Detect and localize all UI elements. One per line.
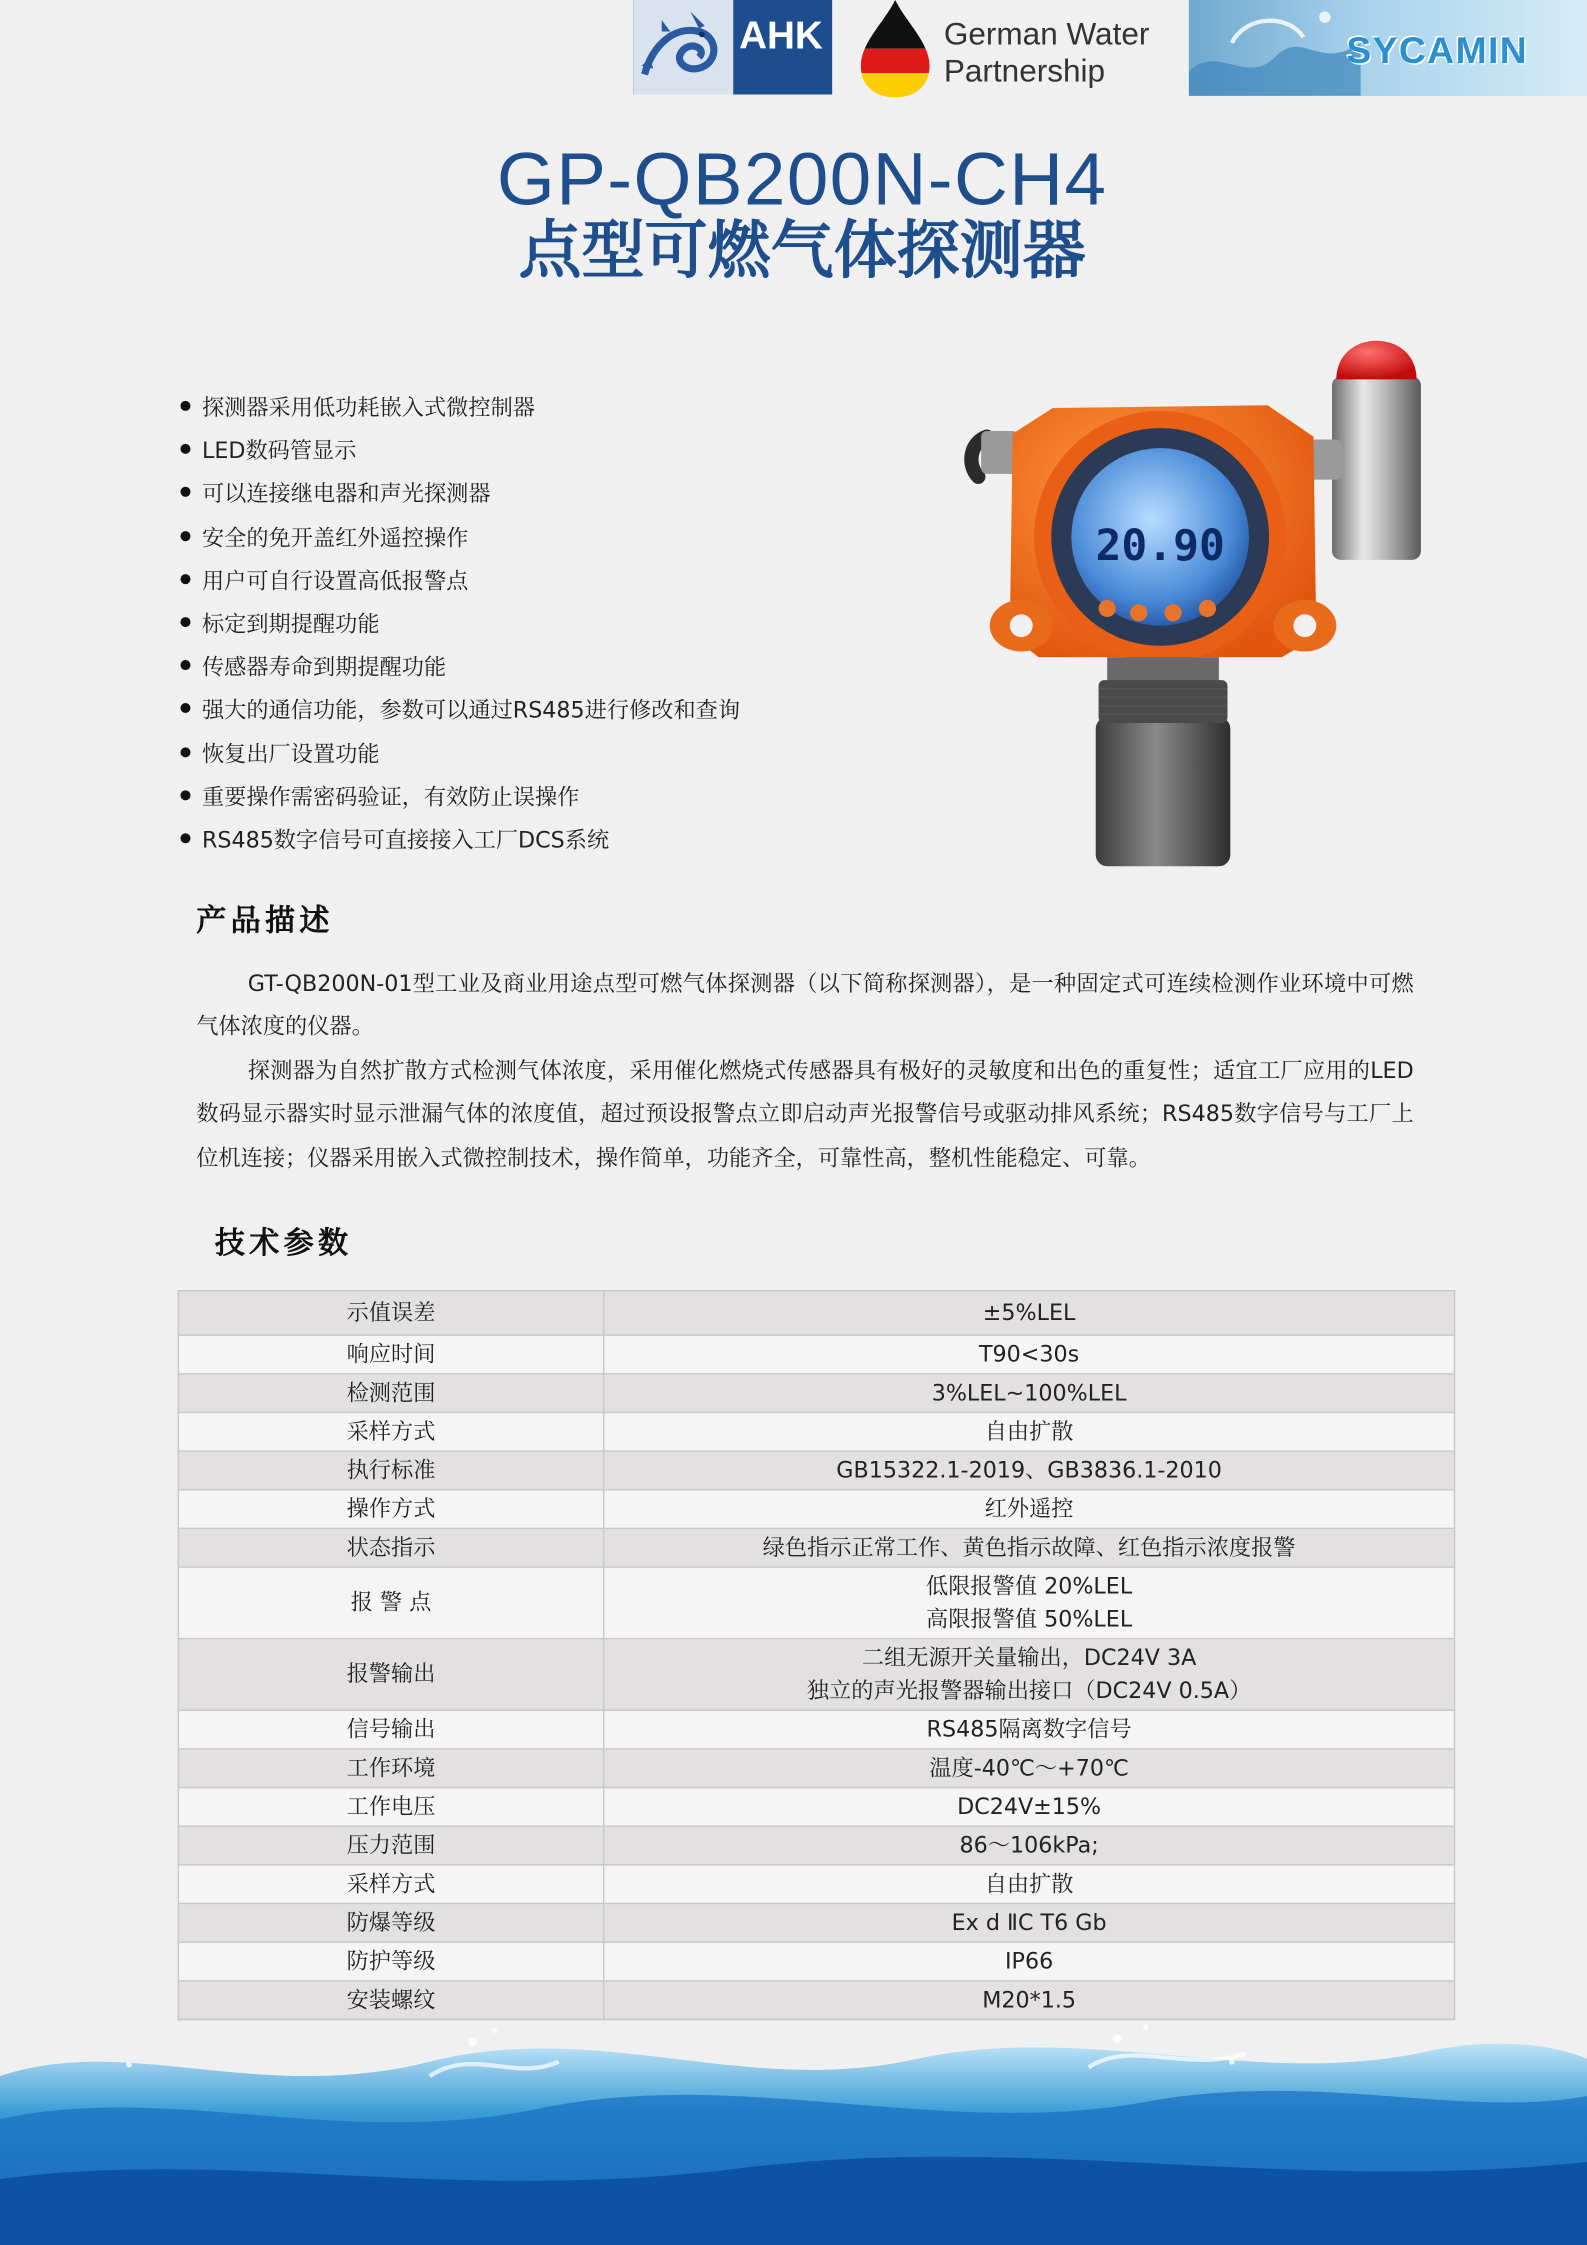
bullet-icon — [180, 531, 190, 541]
bullet-icon — [180, 747, 190, 757]
spec-key: 压力范围 — [178, 1826, 603, 1865]
flag-drop-icon — [858, 0, 932, 97]
water-splash-icon — [1189, 0, 1361, 96]
spec-value: 红外遥控 — [604, 1490, 1455, 1529]
bullet-icon — [180, 660, 190, 670]
dragon-icon — [633, 0, 733, 94]
feature-item: 传感器寿命到期提醒功能 — [180, 646, 740, 689]
feature-item: 安全的免开盖红外遥控操作 — [180, 516, 740, 559]
bullet-icon — [180, 487, 190, 497]
feature-item: RS485数字信号可直接接入工厂DCS系统 — [180, 819, 740, 862]
table-row — [178, 1710, 1454, 1749]
spec-value: T90<30s — [604, 1335, 1455, 1374]
spec-key: 执行标准 — [178, 1451, 603, 1490]
spec-key: 报 警 点 — [178, 1567, 603, 1639]
table-row — [178, 1412, 1454, 1451]
spec-key: 采样方式 — [178, 1865, 603, 1904]
ahk-logo — [633, 0, 832, 94]
spec-key: 报警输出 — [178, 1639, 603, 1711]
table-row — [178, 1865, 1454, 1904]
table-row — [178, 1335, 1454, 1374]
table-row — [178, 1981, 1454, 2020]
spec-key: 安装螺纹 — [178, 1981, 603, 2020]
table-row — [178, 1749, 1454, 1788]
spec-key: 操作方式 — [178, 1490, 603, 1529]
spec-value: 绿色指示正常工作、黄色指示故障、红色指示浓度报警 — [604, 1528, 1455, 1567]
table-row — [178, 1942, 1454, 1981]
table-row — [178, 1374, 1454, 1413]
feature-list — [180, 387, 740, 862]
bullet-icon — [180, 574, 190, 584]
feature-item: LED数码管显示 — [180, 430, 740, 473]
table-row — [178, 1904, 1454, 1943]
bullet-icon — [180, 790, 190, 800]
spec-value: 3%LEL~100%LEL — [604, 1374, 1455, 1413]
ahk-logo-text: AHK — [739, 14, 823, 58]
bullet-icon — [180, 444, 190, 454]
gas-detector-image — [938, 322, 1432, 873]
table-row — [178, 1451, 1454, 1490]
table-row — [178, 1639, 1454, 1711]
table-row — [178, 1291, 1454, 1335]
gwp-logo-line1: German Water — [943, 15, 1150, 52]
specs-heading: 技术参数 — [214, 1225, 353, 1260]
spec-key: 信号输出 — [178, 1710, 603, 1749]
table-row — [178, 1826, 1454, 1865]
table-row — [178, 1490, 1454, 1529]
water-wave-footer — [0, 2019, 1587, 2245]
feature-item: 用户可自行设置高低报警点 — [180, 559, 740, 602]
spec-value: ±5%LEL — [604, 1291, 1455, 1335]
feature-item: 可以连接继电器和声光探测器 — [180, 473, 740, 516]
spec-value: IP66 — [604, 1942, 1455, 1981]
bullet-icon — [180, 833, 190, 843]
sycamin-logo-text: SYCAMIN — [1346, 28, 1529, 72]
spec-value: 86～106kPa; — [604, 1826, 1455, 1865]
spec-key: 示值误差 — [178, 1291, 603, 1335]
bullet-icon — [180, 401, 190, 411]
feature-item: 强大的通信功能，参数可以通过RS485进行修改和查询 — [180, 689, 740, 732]
sycamin-logo — [1189, 0, 1587, 96]
spec-value: M20*1.5 — [604, 1981, 1455, 2020]
device-display-value: 20.90 — [1095, 520, 1225, 571]
feature-item: 标定到期提醒功能 — [180, 603, 740, 646]
spec-value: GB15322.1-2019、GB3836.1-2010 — [604, 1451, 1455, 1490]
table-row — [178, 1788, 1454, 1827]
spec-value: 二组无源开关量输出，DC24V 3A 独立的声光报警器输出接口（DC24V 0.5A） — [604, 1639, 1455, 1711]
spec-value: Ex d ⅡC T6 Gb — [604, 1904, 1455, 1943]
spec-value: 自由扩散 — [604, 1865, 1455, 1904]
spec-value: 低限报警值 20%LEL 高限报警值 50%LEL — [604, 1567, 1455, 1639]
spec-key: 采样方式 — [178, 1412, 603, 1451]
spec-value: DC24V±15% — [604, 1788, 1455, 1827]
spec-value: 温度-40℃～+70℃ — [604, 1749, 1455, 1788]
spec-value: RS485隔离数字信号 — [604, 1710, 1455, 1749]
spec-key: 防爆等级 — [178, 1904, 603, 1943]
spec-key: 工作环境 — [178, 1749, 603, 1788]
description-paragraph-2: 探测器为自然扩散方式检测气体浓度，采用催化燃烧式传感器具有极好的灵敏度和出色的重复性；适宜工厂应用的LED数码显示器实时显示泄漏气体的浓度值，超过预设报警点立即启动声光报警信号或驱动排风系统；RS485数字信号与工厂上位机连接；仪器采用嵌入式微控制技术，操作简单，功能齐全，可靠性高，整机性能稳定、可靠。 — [196, 1058, 1414, 1171]
spec-key: 检测范围 — [178, 1374, 603, 1413]
feature-item: 恢复出厂设置功能 — [180, 732, 740, 775]
table-row — [178, 1567, 1454, 1639]
spec-key: 响应时间 — [178, 1335, 603, 1374]
spec-key: 防护等级 — [178, 1942, 603, 1981]
bullet-icon — [180, 703, 190, 713]
bullet-icon — [180, 617, 190, 627]
gwp-logo-line2: Partnership — [943, 52, 1106, 89]
spec-key: 状态指示 — [178, 1528, 603, 1567]
spec-value: 自由扩散 — [604, 1412, 1455, 1451]
specs-table — [178, 1290, 1456, 2020]
german-water-partnership-logo — [858, 0, 1166, 97]
feature-item: 探测器采用低功耗嵌入式微控制器 — [180, 387, 740, 430]
spec-key: 工作电压 — [178, 1788, 603, 1827]
product-model-title: GP-QB200N-CH4 — [496, 138, 1108, 222]
feature-item: 重要操作需密码验证，有效防止误操作 — [180, 776, 740, 819]
description-heading: 产品描述 — [196, 903, 334, 938]
description-paragraph-1: GT-QB200N-01型工业及商业用途点型可燃气体探测器（以下简称探测器），是一种固定式可连续检测作业环境中可燃气体浓度的仪器。 — [196, 970, 1414, 1040]
product-name-title: 点型可燃气体探测器 — [518, 214, 1086, 288]
table-row — [178, 1528, 1454, 1567]
